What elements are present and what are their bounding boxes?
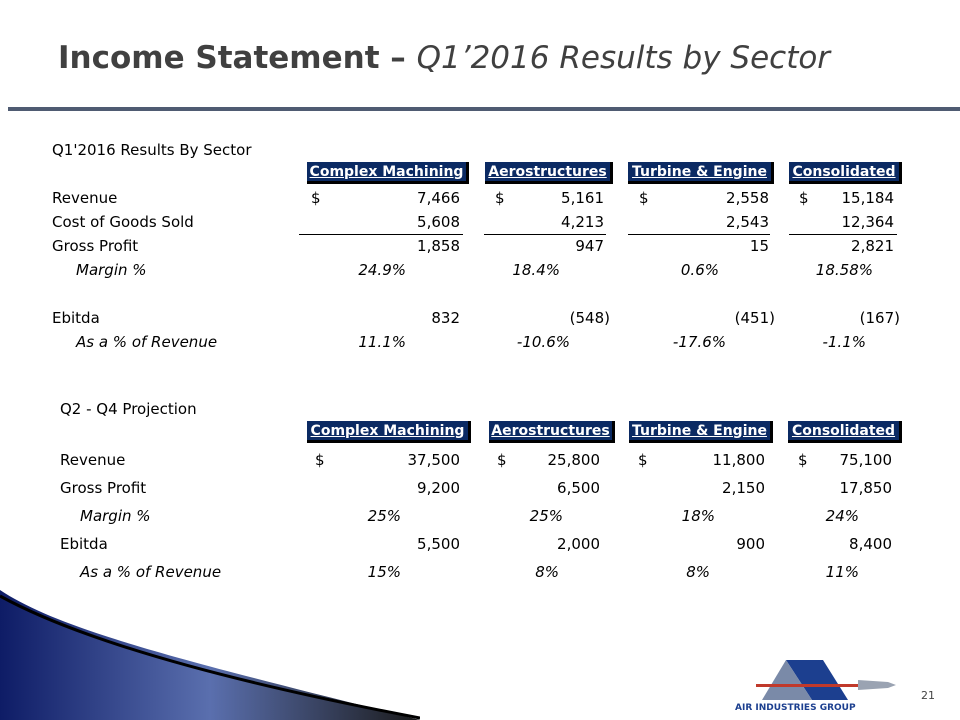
q1-subtotal-line: [299, 234, 463, 235]
q1-cell: 4,213: [561, 213, 604, 231]
q2-cell: 25%: [367, 507, 401, 525]
q2-cell: 15%: [367, 563, 401, 581]
q1-row-label-ebitda: Ebitda: [52, 309, 100, 327]
q2-cell: 6,500: [557, 479, 600, 497]
q1-cell: 947: [575, 237, 604, 255]
q2-cell: 24%: [825, 507, 859, 525]
q1-cell: 7,466: [417, 189, 460, 207]
q1-cell: (548): [569, 309, 610, 327]
q2-currency-symbol: $: [315, 451, 325, 469]
q1-cell: 0.6%: [680, 261, 719, 279]
q2-cell: 75,100: [839, 451, 892, 469]
q2-cell: 900: [736, 535, 765, 553]
q1-cell: 2,821: [851, 237, 894, 255]
q1-cell: 5,608: [417, 213, 460, 231]
q1-subtotal-line: [628, 234, 770, 235]
q2-header-aerostructures: Aerostructures: [489, 421, 615, 443]
q2-row-label-margin: Margin %: [80, 507, 151, 525]
slide-title: [58, 40, 830, 76]
q1-cell: 15: [749, 237, 769, 255]
q1-row-label-cogs: Cost of Goods Sold: [52, 213, 194, 231]
q2-header-consolidated: Consolidated: [788, 421, 902, 443]
q1-cell: -1.1%: [822, 333, 866, 351]
q2-cell: 11%: [825, 563, 859, 581]
q2-section-title: Q2 - Q4 Projection: [60, 400, 197, 418]
q2-currency-symbol: $: [638, 451, 648, 469]
slide-number: 21: [921, 689, 935, 702]
q1-header-aerostructures: Aerostructures: [485, 162, 613, 184]
q1-cell: 11.1%: [358, 333, 406, 351]
q1-currency-symbol: $: [495, 189, 505, 207]
q1-cell: 18.4%: [512, 261, 560, 279]
q2-currency-symbol: $: [798, 451, 808, 469]
q1-cell: -17.6%: [672, 333, 726, 351]
q1-row-label-gross-profit: Gross Profit: [52, 237, 139, 255]
q1-row-label-margin: Margin %: [76, 261, 147, 279]
q2-cell: 37,500: [407, 451, 460, 469]
q1-header-complex-machining: Complex Machining: [307, 162, 469, 184]
title-main: Income Statement –: [58, 40, 417, 76]
q1-cell: -10.6%: [516, 333, 570, 351]
q1-section-title: Q1'2016 Results By Sector: [52, 141, 252, 159]
q2-cell: 17,850: [839, 479, 892, 497]
q2-row-label-pct-revenue: As a % of Revenue: [80, 563, 222, 581]
q2-row-label-gross-profit: Gross Profit: [60, 479, 147, 497]
q1-currency-symbol: $: [639, 189, 649, 207]
title-divider: [8, 107, 960, 111]
q1-header-consolidated: Consolidated: [789, 162, 902, 184]
q1-cell: 1,858: [417, 237, 460, 255]
q2-cell: 8%: [535, 563, 559, 581]
q2-cell: 11,800: [712, 451, 765, 469]
q1-cell: 2,543: [726, 213, 769, 231]
q1-cell: 15,184: [841, 189, 894, 207]
q1-cell: 24.9%: [358, 261, 406, 279]
q2-cell: 25,800: [547, 451, 600, 469]
q2-cell: 9,200: [417, 479, 460, 497]
corner-swoosh-decoration: [0, 590, 420, 720]
q1-cell: (167): [859, 309, 900, 327]
q1-subtotal-line: [789, 234, 897, 235]
q2-cell: 18%: [681, 507, 715, 525]
q2-header-turbine-engine: Turbine & Engine: [629, 421, 773, 443]
q2-cell: 2,150: [722, 479, 765, 497]
q1-cell: 5,161: [561, 189, 604, 207]
q1-cell: 18.58%: [815, 261, 873, 279]
q2-cell: 8%: [686, 563, 710, 581]
title-sub: Q1’2016 Results by Sector: [416, 40, 831, 76]
q2-row-label-ebitda: Ebitda: [60, 535, 108, 553]
q1-row-label-pct-revenue: As a % of Revenue: [76, 333, 218, 351]
q2-cell: 8,400: [849, 535, 892, 553]
q2-row-label-revenue: Revenue: [60, 451, 126, 469]
q1-cell: 2,558: [726, 189, 769, 207]
q2-header-complex-machining: Complex Machining: [307, 421, 471, 443]
q1-cell: 832: [431, 309, 460, 327]
q1-currency-symbol: $: [311, 189, 321, 207]
q2-currency-symbol: $: [497, 451, 507, 469]
q1-header-turbine-engine: Turbine & Engine: [628, 162, 774, 184]
q2-cell: 5,500: [417, 535, 460, 553]
q1-cell: 12,364: [841, 213, 894, 231]
logo-text: AIR INDUSTRIES GROUP: [735, 703, 856, 713]
q1-row-label-revenue: Revenue: [52, 189, 118, 207]
q1-cell: (451): [734, 309, 775, 327]
q1-subtotal-line: [484, 234, 606, 235]
q2-cell: 25%: [529, 507, 563, 525]
q1-currency-symbol: $: [799, 189, 809, 207]
q2-cell: 2,000: [557, 535, 600, 553]
